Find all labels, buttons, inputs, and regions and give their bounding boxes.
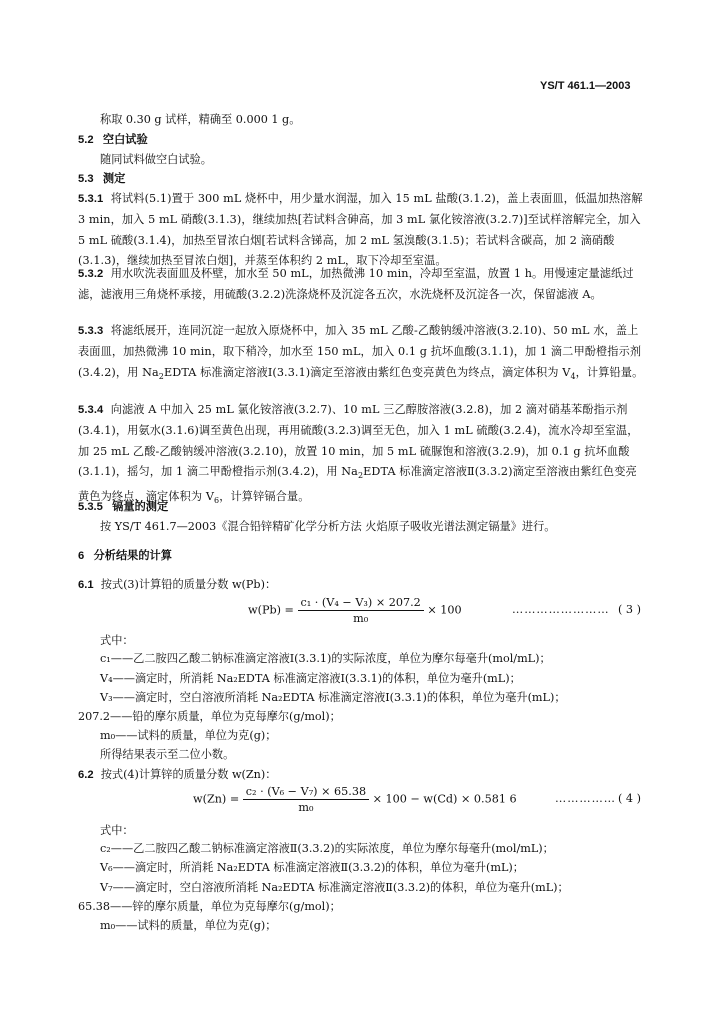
definition-text: 乙二胺四乙酸二钠标准滴定溶液Ⅰ(3.3.1)的实际浓度，单位为摩尔每毫升(mol/mL)；	[133, 652, 551, 665]
definition-text: 滴定时，所消耗 Na₂EDTA 标准滴定溶液Ⅰ(3.3.1)的体积，单位为毫升(mL)；	[134, 672, 521, 685]
definition-dash: ——	[112, 881, 135, 894]
formula-fraction	[298, 596, 424, 625]
definition-text: 试料的质量，单位为克(g)；	[137, 729, 277, 742]
result-precision-note: 所得结果表示至二位小数。	[100, 748, 235, 761]
section-5-3-2	[78, 264, 646, 306]
definition-row	[100, 881, 569, 895]
section-text: 按式(3)计算铅的质量分数 w(Pb)：	[100, 578, 277, 591]
section-text: 用水吹洗表面皿及杯壁，加水至 50 mL，加热微沸 10 min，冷却至室温，放置 1 h。用慢速定量滤纸过滤，滤液用三角烧杯承接，用硫酸(3.2.2)洗涤烧杯及沉淀各五次，水洗烧杯及沉淀各一次，保留滤液 A。	[78, 267, 634, 301]
formula-numerator: c₂ · (V₆ − V₇) × 65.38	[243, 785, 369, 800]
definition-dash: ——	[110, 652, 134, 665]
section-5-3-3	[78, 321, 646, 388]
formula-denominator: m₀	[353, 612, 369, 625]
definition-symbol: 207.2	[78, 710, 111, 723]
section-text-end: ，计算锌镉合量。	[219, 490, 310, 504]
definition-dash: ——	[110, 842, 134, 855]
definition-text: 铅的摩尔质量，单位为克每摩尔(g/mol)；	[132, 710, 341, 723]
definition-symbol: V₆	[100, 861, 113, 874]
document-standard-number: YS/T 461.1—2003	[540, 80, 631, 92]
definition-symbol: m₀	[100, 729, 116, 742]
definition-dash: ——	[112, 672, 135, 685]
definition-row	[100, 861, 524, 875]
section-number: 6.2	[78, 769, 94, 781]
where-label: 式中：	[100, 824, 134, 837]
definition-dash: ——	[112, 691, 135, 704]
section-text: 将滤纸展开，连同沉淀一起放入原烧杯中，加入 35 mL 乙酸-乙酸钠缓冲溶液(3.2.10)、50 mL 水，盖上表面皿，加热微沸 10 min，取下稍冷，加水至 150 mL，加入 0.1 g 抗坏血酸(3.1.1)，加 1 滴二甲酚橙指示剂(3.4.2)，用 Na	[78, 324, 642, 379]
sample-weighing-line: 称取 0.30 g 试样，精确至 0.000 1 g。	[100, 113, 301, 126]
formula-denominator: m₀	[298, 801, 314, 814]
section-5-2-text: 随同试料做空白试验。	[100, 153, 212, 166]
section-title: 空白试验	[102, 134, 148, 146]
section-number: 5.3.1	[78, 193, 104, 205]
definition-dash: ——	[110, 900, 133, 913]
section-number: 5.3.2	[78, 268, 104, 280]
section-5-3-heading	[78, 172, 125, 186]
section-6-1	[78, 578, 276, 592]
definition-dash: ——	[112, 861, 135, 874]
definition-text: 滴定时，空白溶液所消耗 Na₂EDTA 标准滴定溶液Ⅰ(3.3.1)的体积，单位为毫升(mL)；	[134, 691, 566, 704]
section-number: 6	[78, 550, 85, 562]
definition-symbol: V₄	[100, 672, 113, 685]
definition-row	[100, 919, 276, 933]
section-text: 向滤液 A 中加入 25 mL 氯化铵溶液(3.2.7)、10 mL 三乙醇胺溶液(3.2.8)，加 2 滴对硝基苯酚指示剂(3.4.1)，用氨水(3.1.6)调至黄色出现，再用硫酸(3.2.3)调至无色，加入 1 mL 硫酸(3.2.4)，流水冷却至室温，加 25 mL 乙酸-乙酸钠缓冲溶液(3.2.10)，放置 10 min，加 5 mL 硫脲饱和溶液(3.2.9)，加 0.1 g 抗坏血酸(3.1.1)，摇匀，加 1 滴二甲酚橙指示剂(3.4.2)，用 Na	[78, 403, 639, 479]
definition-text: 试料的质量，单位为克(g)；	[137, 919, 277, 932]
definition-symbol: V₃	[100, 691, 113, 704]
definition-text: 锌的摩尔质量，单位为克每摩尔(g/mol)；	[132, 900, 341, 913]
section-title: 测定	[102, 173, 126, 185]
subscript: 2	[357, 471, 364, 481]
formula-3-number: ( 3 )	[618, 603, 641, 616]
section-6-2	[78, 768, 276, 782]
definition-row	[100, 672, 521, 686]
formula-3	[248, 596, 462, 625]
section-6-heading	[78, 549, 172, 563]
formula-4	[193, 785, 517, 814]
definition-text: 滴定时，所消耗 Na₂EDTA 标准滴定溶液Ⅱ(3.3.2)的体积，单位为毫升(mL)；	[134, 861, 524, 874]
section-text-cont: EDTA 标准滴定溶液Ⅰ(3.3.1)滴定至溶液由紫红色变亮黄色为终点，滴定体积为 V	[164, 365, 571, 379]
definition-row	[78, 710, 341, 724]
section-5-3-5-heading	[78, 500, 168, 514]
definition-dash: ——	[115, 919, 138, 932]
formula-3-leader-dots: ……………………	[512, 603, 610, 616]
definition-dash: ——	[115, 729, 138, 742]
section-5-3-4	[78, 400, 646, 512]
section-text-end: ，计算铅量。	[575, 365, 644, 379]
definition-row	[100, 729, 276, 743]
where-label: 式中：	[100, 634, 134, 647]
formula-4-leader-dots: ……………	[555, 792, 616, 805]
formula-fraction	[243, 785, 369, 814]
definition-symbol: 65.38	[78, 900, 111, 913]
definition-dash: ——	[110, 710, 133, 723]
formula-4-number: ( 4 )	[618, 792, 641, 805]
section-text-cont: EDTA 标准滴定溶液Ⅱ(3.3.2)滴定至溶液由紫红色变亮黄色为终点，滴定体积为 V	[78, 465, 637, 504]
section-number: 5.3.4	[78, 404, 104, 416]
section-number: 5.3.3	[78, 325, 104, 337]
section-number: 5.3.5	[78, 501, 103, 513]
formula-tail: × 100	[427, 603, 462, 617]
definition-symbol: V₇	[100, 881, 113, 894]
section-title: 镉量的测定	[112, 501, 169, 513]
definition-text: 乙二胺四乙酸二钠标准滴定溶液Ⅱ(3.3.2)的实际浓度，单位为摩尔每毫升(mol/mL)；	[133, 842, 554, 855]
formula-lhs: w(Zn) =	[193, 792, 240, 806]
definition-symbol: m₀	[100, 919, 116, 932]
subscript: 2	[158, 371, 164, 381]
section-5-3-1	[78, 189, 646, 272]
section-5-3-5-text: 按 YS/T 461.7—2003《混合铅锌精矿化学分析方法 火焰原子吸收光谱法测定镉量》进行。	[100, 520, 556, 533]
formula-tail: × 100 − w(Cd) × 0.581 6	[372, 792, 517, 806]
definition-row	[100, 652, 551, 666]
subscript: 4	[570, 371, 576, 381]
formula-lhs: w(Pb) =	[248, 603, 294, 617]
section-title: 分析结果的计算	[93, 550, 172, 562]
definition-symbol: c₂	[100, 842, 111, 855]
section-5-2-heading	[78, 133, 148, 147]
section-text: 按式(4)计算锌的质量分数 w(Zn)：	[100, 768, 277, 781]
formula-numerator: c₁ · (V₄ − V₃) × 207.2	[298, 596, 424, 611]
definition-row	[100, 842, 554, 856]
section-text: 将试料(5.1)置于 300 mL 烧杯中，用少量水润湿，加入 15 mL 盐酸(3.1.2)，盖上表面皿，低温加热溶解 3 min，加入 5 mL 硝酸(3.1.3)，继续加热[若试料含砷高，加 3 mL 氯化铵溶液(3.2.7)]至试样溶解完全，加入 5 mL 硫酸(3.1.4)，加热至冒浓白烟[若试料含锑高，加 2 mL 氢溴酸(3.1.5)；若试料含碳高，加 2 滴硝酸(3.1.3)，继续加热至冒浓白烟]，并蒸至体积约 2 mL，取下冷却至室温。	[78, 192, 643, 268]
definition-row	[78, 900, 341, 914]
definition-symbol: c₁	[100, 652, 111, 665]
definition-row	[100, 691, 566, 705]
section-number: 5.3	[78, 173, 94, 185]
section-number: 5.2	[78, 134, 94, 146]
section-number: 6.1	[78, 579, 94, 591]
definition-text: 滴定时，空白溶液所消耗 Na₂EDTA 标准滴定溶液Ⅱ(3.3.2)的体积，单位为毫升(mL)；	[134, 881, 569, 894]
subscript: 6	[214, 496, 220, 506]
